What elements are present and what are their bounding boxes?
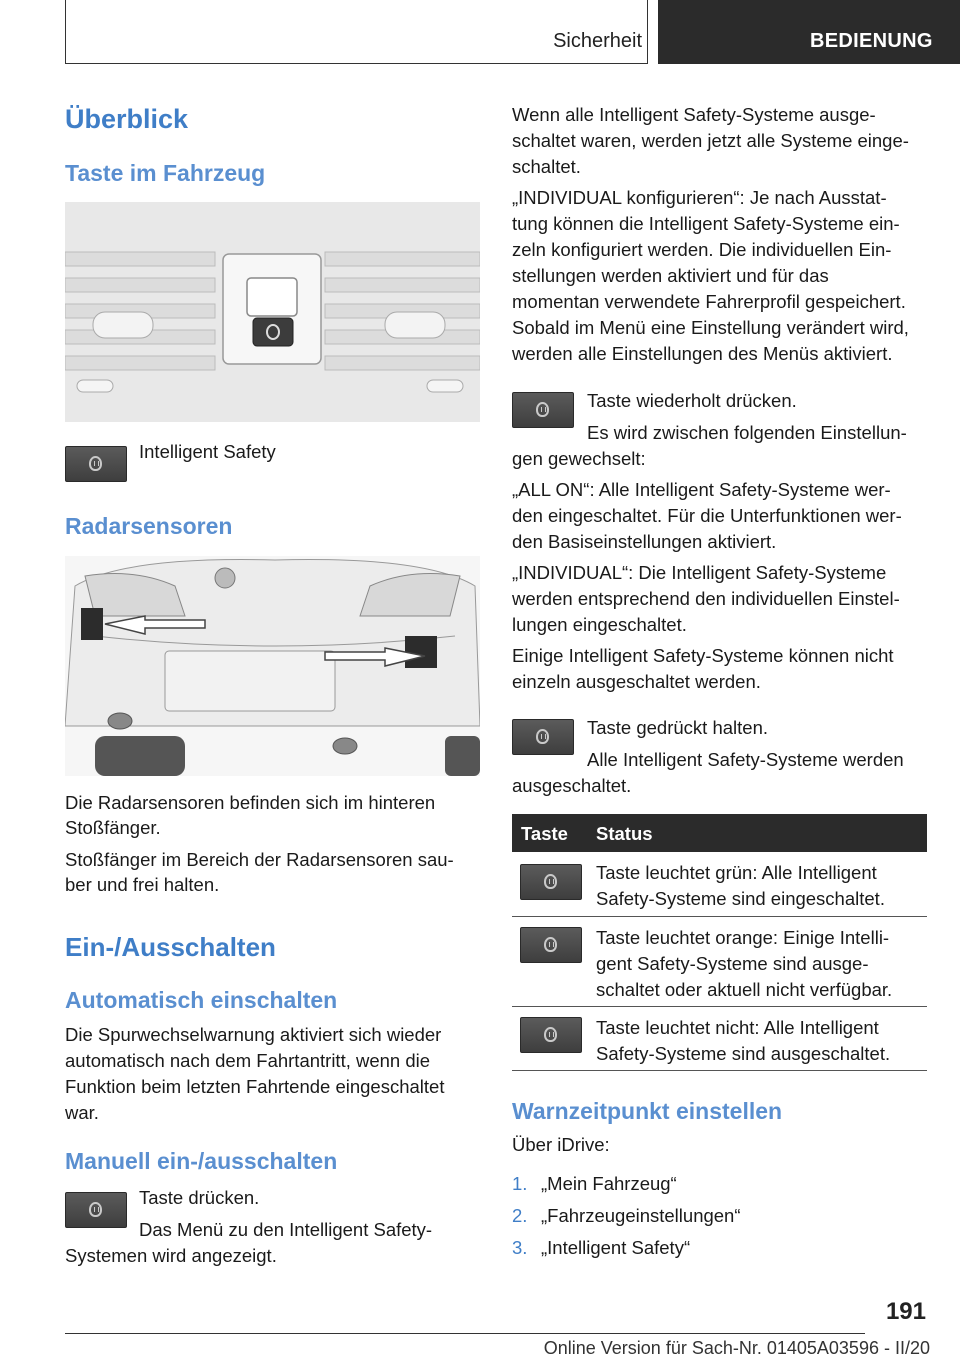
hold-text-2: Alle Intelligent Safety-Systeme werden xyxy=(587,749,904,770)
table-row-1-text-2: Safety-Systeme sind eingeschaltet. xyxy=(596,888,885,909)
header-tab-label: BEDIENUNG xyxy=(810,30,933,52)
car-rear-drawing xyxy=(65,556,480,776)
safety-button-icon-repeat xyxy=(512,392,574,428)
right-p5-2: einzeln ausgeschaltet werden. xyxy=(512,671,761,692)
right-p4-2: werden entsprechend den individuellen Einstel- xyxy=(512,588,900,609)
manual-text-2: Das Menü zu den Intelligent Safety- xyxy=(139,1219,433,1240)
footer-divider xyxy=(65,1333,865,1334)
button-illustration xyxy=(65,202,480,422)
manual-text-3: Systemen wird angezeigt. xyxy=(65,1245,277,1266)
button-label: Intelligent Safety xyxy=(139,441,276,462)
right-p4-1: „INDIVIDUAL“: Die Intelligent Safety-Systeme xyxy=(512,562,887,583)
auto-text-3: Funktion beim letzten Fahrtende eingeschaltet xyxy=(65,1076,445,1097)
right-p4-3: lungen eingeschaltet. xyxy=(512,614,687,635)
safety-button-icon-orange xyxy=(520,927,582,963)
hold-text-3: ausgeschaltet. xyxy=(512,775,632,796)
section-title-auto: Automatisch einschalten xyxy=(65,987,338,1013)
repeat-text-2: Es wird zwischen folgenden Einstellun- xyxy=(587,422,907,443)
repeat-text-1: Taste wiederholt drücken. xyxy=(587,390,797,411)
table-row-1-text-1: Taste leuchtet grün: Alle Intelligent xyxy=(596,862,877,883)
repeat-text-3: gen gewechselt: xyxy=(512,448,646,469)
table-row-2-text-1: Taste leuchtet orange: Einige Intelli- xyxy=(596,927,890,948)
radar-illustration xyxy=(65,556,480,776)
right-p2-3: zeln konfiguriert werden. Die individuellen Ein- xyxy=(512,239,892,260)
table-col-status: Status xyxy=(596,823,653,844)
auto-text-4: war. xyxy=(65,1102,99,1123)
section-title-manual: Manuell ein-/ausschalten xyxy=(65,1148,338,1174)
idrive-intro: Über iDrive: xyxy=(512,1134,610,1155)
hold-text-1: Taste gedrückt halten. xyxy=(587,717,768,738)
table-row-3-text-2: Safety-Systeme sind ausgeschaltet. xyxy=(596,1043,891,1064)
header-section-title: Sicherheit xyxy=(553,30,642,52)
list-item: „Mein Fahrzeug“ xyxy=(541,1173,677,1194)
section-title-warn-time: Warnzeitpunkt einstellen xyxy=(512,1098,783,1124)
safety-button-icon-off xyxy=(520,1017,582,1053)
table-col-button: Taste xyxy=(521,823,568,844)
auto-text-1: Die Spurwechselwarnung aktiviert sich wieder xyxy=(65,1024,442,1045)
right-p1-2: schaltet waren, werden jetzt alle Systeme einge- xyxy=(512,130,909,151)
right-p5-1: Einige Intelligent Safety-Systeme können nicht xyxy=(512,645,894,666)
section-title-radar: Radarsensoren xyxy=(65,513,233,539)
table-row xyxy=(512,917,927,1007)
auto-text-2: automatisch nach dem Fahrtantritt, wenn die xyxy=(65,1050,431,1071)
right-p2-4: stellungen werden aktiviert und für das xyxy=(512,265,829,286)
right-p2-2: tung können die Intelligent Safety-Systeme ein- xyxy=(512,213,900,234)
table-row xyxy=(512,1007,927,1071)
radar-text-1b: Stoßfänger. xyxy=(65,817,161,838)
right-p2-5: momentan verwendete Fahrerprofil gespeichert. xyxy=(512,291,906,312)
right-p2-1: „INDIVIDUAL konfigurieren“: Je nach Ausstat- xyxy=(512,187,887,208)
right-p3-1: „ALL ON“: Alle Intelligent Safety-Systeme wer- xyxy=(512,479,891,500)
footer-text: Online Version für Sach-Nr. 01405A03596 - II/20 xyxy=(543,1338,930,1358)
list-item-number: 3. xyxy=(512,1237,528,1258)
radar-text-2a: Stoßfänger im Bereich der Radarsensoren sau- xyxy=(65,849,454,870)
list-item: „Fahrzeugeinstellungen“ xyxy=(541,1205,741,1226)
header-tab xyxy=(658,0,960,64)
table-row-2-text-2: gent Safety-Systeme sind ausge- xyxy=(596,953,869,974)
page-title: Überblick xyxy=(65,104,189,134)
section-title-button: Taste im Fahrzeug xyxy=(65,160,266,186)
list-item: „Intelligent Safety“ xyxy=(541,1237,691,1258)
right-p2-7: werden alle Einstellungen des Menüs aktiviert. xyxy=(512,343,893,364)
radar-text-2b: ber und frei halten. xyxy=(65,874,220,895)
right-p1-3: schaltet. xyxy=(512,156,581,177)
table-row-3-text-1: Taste leuchtet nicht: Alle Intelligent xyxy=(596,1017,879,1038)
status-table-header xyxy=(512,814,927,852)
manual-text-1: Taste drücken. xyxy=(139,1187,260,1208)
vent-panel-drawing xyxy=(65,202,480,422)
right-p1-1: Wenn alle Intelligent Safety-Systeme ausge- xyxy=(512,104,876,125)
page-number: 191 xyxy=(885,1298,926,1325)
safety-button-icon-manual xyxy=(65,1192,127,1228)
safety-button-icon-hold xyxy=(512,719,574,755)
list-item-number: 2. xyxy=(512,1205,528,1226)
intelligent-safety-button-icon xyxy=(65,446,127,482)
table-row xyxy=(512,852,927,917)
right-p3-3: den Basiseinstellungen aktiviert. xyxy=(512,531,777,552)
list-item-number: 1. xyxy=(512,1173,528,1194)
radar-text-1a: Die Radarsensoren befinden sich im hinteren xyxy=(65,792,436,813)
right-p3-2: den eingeschaltet. Für die Unterfunktionen wer- xyxy=(512,505,902,526)
table-row-2-text-3: schaltet oder aktuell nicht verfügbar. xyxy=(596,979,893,1000)
section-title-onoff: Ein-/Ausschalten xyxy=(65,932,276,962)
right-p2-6: Sobald im Menü eine Einstellung verändert wird, xyxy=(512,317,909,338)
safety-button-icon-green xyxy=(520,864,582,900)
